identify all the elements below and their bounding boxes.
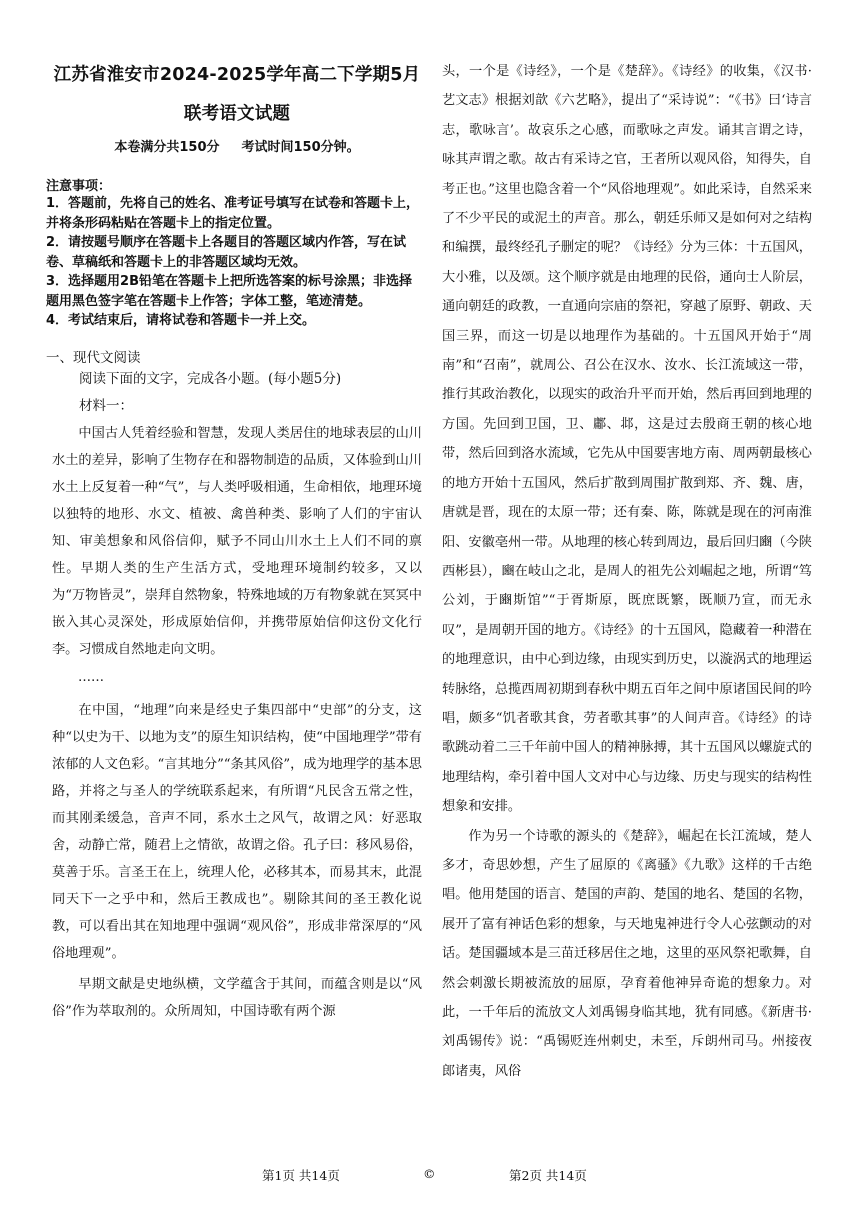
paragraph: 在中国，“地理”向来是经史子集四部中“史部”的分支，这种“以史为干、以地为支”的原生知识结构，使“中国地理学”带有浓郁的人文色彩。“言其地分”“条其风俗”，成为地理学的基本思路，并将之与圣人的学统联系起来，有所谓“凡民含五常之性，而其刚柔缓急，音声不同，系水土之风气，故谓之风：好恶取舍，动静亡常，随君上之情欲，故谓之俗。孔子曰：移风易俗，莫善于乐。言圣王在上，统理人伦，必移其本，而易其末，此混同天下一之乎中和，然后王教成也”。剔除其间的圣王教化说教，可以看出其在知地理中强调“观风俗”，形成非常深厚的“风俗地理观”。: [52, 702, 422, 961]
notice-text: 答题前，先将自己的姓名、准考证号填写在试卷和答题卡上，并将条形码粘贴在答题卡上的指定位置。: [46, 196, 420, 231]
exam-time: 考试时间150分钟。: [241, 140, 360, 155]
section-heading: 一、现代文阅读: [46, 349, 141, 366]
right-column: [442, 57, 812, 1086]
notice-num: 4．: [46, 313, 69, 328]
doc-title-line1: 江苏省淮安市2024-2025学年高二下学期5月: [53, 65, 421, 85]
paragraph: 早期文献是史地纵横，文学蕴含于其间，而蕴含则是以“风俗”作为萃取剂的。众所周知，中国诗歌有两个源: [52, 976, 422, 1019]
left-column: [46, 0, 422, 1025]
exam-info: [52, 136, 422, 155]
doc-title-line2: 联考语文试题: [183, 104, 291, 124]
notice-heading: 注意事项：: [46, 179, 112, 194]
notice-item: [46, 233, 422, 272]
notice-text: 考试结束后，请将试卷和答题卡一并上交。: [68, 313, 316, 328]
notice-text: 请按题号顺序在答题卡上各题目的答题区域内作答，写在试卷、草稿纸和答题卡上的非答题区域均无效。: [46, 235, 407, 270]
notice-item: [46, 194, 422, 233]
notice-item: [46, 272, 422, 311]
material-label: 材料一：: [79, 397, 133, 414]
notice-num: 3．: [46, 274, 69, 289]
notice-text: 选择题用2B铅笔在答题卡上把所选答案的标号涂黑；非选择题用黑色签字笔在答题卡上作答；字体工整，笔迹清楚。: [46, 274, 413, 309]
notice-list: [46, 194, 422, 331]
page-number-right: 第2页 共14页: [509, 1168, 587, 1183]
instruction: 阅读下面的文字，完成各小题。(每小题5分): [79, 370, 342, 387]
full-score: 本卷满分共150分: [114, 140, 220, 155]
copyright-mark: ©: [423, 1166, 436, 1181]
page-number-left: 第1页 共14页: [262, 1168, 340, 1183]
ellipsis: ……: [78, 669, 104, 685]
paragraph: 头，一个是《诗经》，一个是《楚辞》。《诗经》的收集，《汉书·艺文志》根据刘歆《六艺略》，提出了“采诗说”：“《书》曰‘诗言志，歌咏言’。故哀乐之心感，而歌咏之声发。诵其言谓之诗，咏其声谓之歌。故古有采诗之官，王者所以观风俗，知得失，自考正也。”这里也隐含着一个“风俗地理观”。如此采诗，自然采来了不少平民的或泥土的声音。那么，朝廷乐师又是如何对之结构和编撰，最终经孔子删定的呢？《诗经》分为三体：十五国风，大小雅，以及颂。这个顺序就是由地理的民俗，通向士人阶层，通向朝廷的政教，一直通向宗庙的祭祀，穿越了原野、朝政、天国三界，而这一切是以地理作为基础的。十五国风开始于“周南”和“召南”，就周公、召公在汉水、汝水、长江流域这一带，推行其政治教化，以现实的政治升平而开始，然后再回到地理的方国。先回到卫国，卫、鄘、邶，这是过去殷商王朝的核心地带，然后回到洛水流域，它先从中国要害地方南、周两朝最核心的地方开始十五国风，然后扩散到周围扩散到郑、齐、魏、唐，唐就是晋，现在的太原一带；还有秦、陈，陈就是现在的河南淮阳、安徽亳州一带。从地理的核心转到周边，最后回归豳（今陕西彬县），豳在岐山之北，是周人的祖先公刘崛起之地，所谓“笃公刘，于豳斯馆”“于胥斯原，既庶既繁，既顺乃宣，而无永叹”，是周朝开国的地方。《诗经》的十五国风，隐藏着一种潜在的地理意识，由中心到边缘，由现实到历史，以漩涡式的地理运转脉络，总揽西周初期到春秋中期五百年之间中原诸国民间的吟唱，颇多“饥者歌其食，劳者歌其事”的人间声音。《诗经》的诗歌跳动着二三千年前中国人的精神脉搏，其十五国风以螺旋式的地理结构，牵引着中国人文对中心与边缘、历史与现实的结构性想象和安排。: [442, 64, 812, 815]
paragraph: 作为另一个诗歌的源头的《楚辞》，崛起在长江流域，楚人多才，奇思妙想，产生了屈原的《离骚》《九歌》这样的千古绝唱。他用楚国的语言、楚国的声韵、楚国的地名、楚国的名物，展开了富有神话色彩的想象，与天地鬼神进行令人心弦颤动的对话。楚国疆域本是三苗迁移居住之地，这里的巫风祭祀歌舞，自然会刺激长期被流放的屈原，孕育着他神异奇诡的想象力。对此，一千年后的流放文人刘禹锡身临其地，犹有同感。《新唐书·刘禹锡传》说：“禹锡贬连州刺史，未至，斥朗州司马。州接夜郎诸夷，风俗: [442, 828, 812, 1079]
notice-item: [46, 311, 422, 331]
paragraph: 中国古人凭着经验和智慧，发现人类居住的地球表层的山川水土的差异，影响了生物存在和器物制造的品质，又体验到山川水土上反复着一种“气”，与人类呼吸相通，生命相依，地理环境以独特的地形、水文、植被、禽兽种类、影响了人们的宇宙认知、审美想象和风俗信仰，赋予不同山川水土上人们不同的禀性。早期人类的生产生活方式，受地理环境制约较多，又以为“万物皆灵”，崇拜自然物象，特殊地域的万有物象就在冥冥中嵌入其心灵深处，形成原始信仰，并携带原始信仰这份文化行李。习惯成自然地走向文明。: [52, 425, 422, 657]
notice-num: 1．: [46, 196, 69, 211]
notice-num: 2．: [46, 235, 69, 250]
